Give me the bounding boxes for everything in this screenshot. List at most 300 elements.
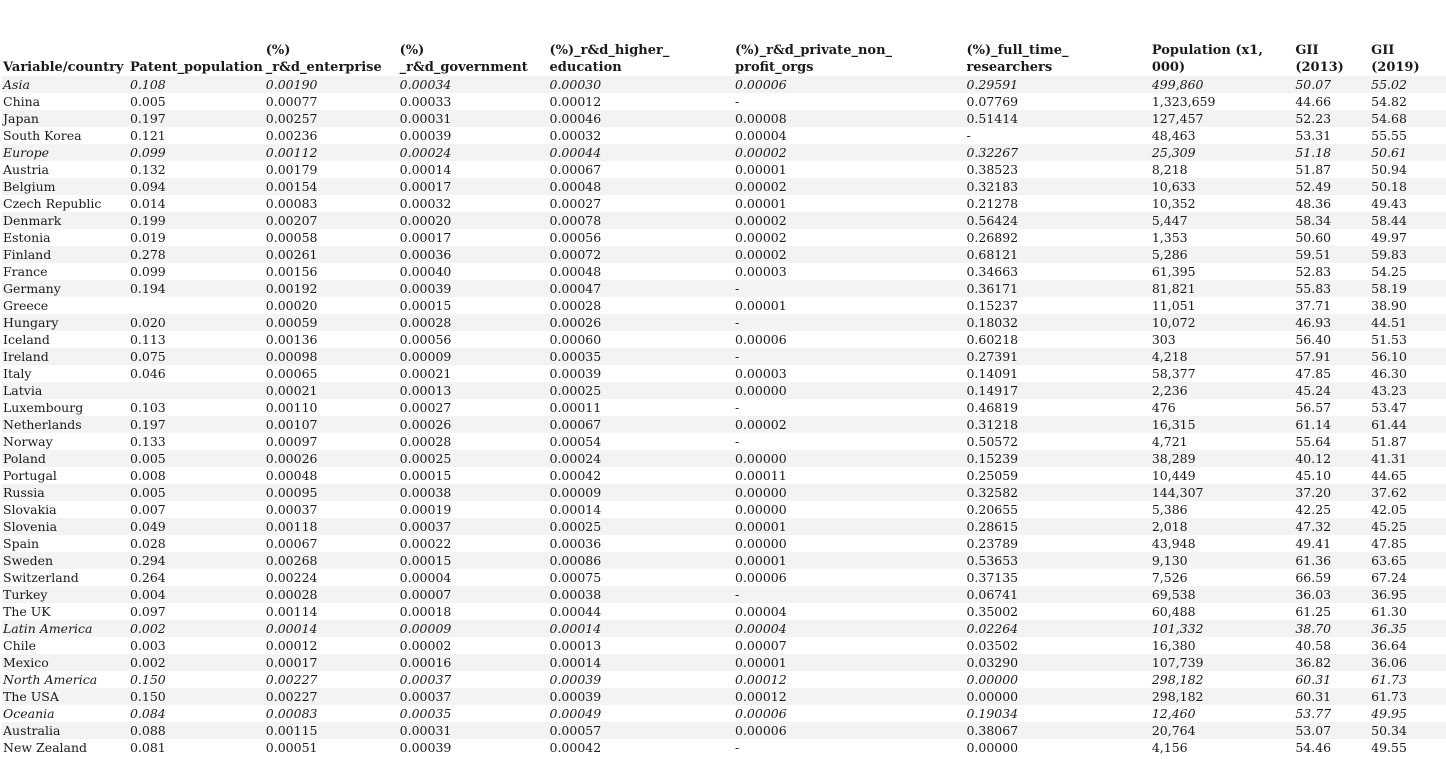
cell-population: 61,395: [1151, 264, 1196, 279]
cell-rd-enterprise: 0.00051: [265, 740, 318, 755]
cell-gii-2013: 42.25: [1295, 502, 1332, 517]
table-row: [2, 76, 1446, 93]
cell-rd-higher-education: 0.00039: [549, 672, 602, 687]
cell-gii-2013: 38.70: [1294, 620, 1370, 637]
cell-country: Poland: [2, 450, 129, 467]
table-body: [2, 76, 1446, 756]
cell-rd-private-non-profit: 0.00001: [734, 518, 965, 535]
cell-gii-2019: 46.30: [1371, 366, 1407, 381]
cell-rd-higher-education: 0.00042: [549, 468, 602, 483]
cell-country: Iceland: [3, 332, 50, 347]
table-row: [2, 365, 1446, 382]
cell-gii-2019: 63.65: [1370, 552, 1446, 569]
header-population: Population (x1, 000): [1151, 43, 1263, 75]
table-row: [2, 416, 1446, 433]
cell-rd-higher-education: 0.00044: [549, 144, 735, 161]
cell-country: Slovakia: [3, 502, 57, 517]
cell-country: Denmark: [2, 212, 129, 229]
cell-gii-2013: 51.87: [1295, 162, 1332, 177]
cell-rd-private-non-profit: 0.00008: [734, 110, 965, 127]
cell-rd-enterprise: 0.00261: [265, 246, 399, 263]
cell-full-time-researchers: 0.06741: [965, 586, 1150, 603]
cell-population: 4,721: [1151, 434, 1188, 449]
cell-country: France: [3, 264, 48, 279]
cell-rd-private-non-profit: 0.00006: [734, 722, 965, 739]
cell-gii-2019: 43.23: [1370, 382, 1446, 399]
cell-full-time-researchers: 0.31218: [965, 416, 1150, 433]
cell-rd-government: 0.00039: [399, 280, 549, 297]
cell-population: 10,633: [1151, 178, 1295, 195]
cell-rd-enterprise: 0.00067: [265, 536, 318, 551]
header-rd-government: (%) _r&d_government: [399, 43, 528, 75]
cell-gii-2019: 51.87: [1371, 434, 1407, 449]
cell-rd-enterprise: 0.00017: [265, 654, 399, 671]
cell-rd-enterprise: 0.00156: [265, 264, 318, 279]
cell-full-time-researchers: 0.36171: [965, 280, 1150, 297]
cell-population: 10,072: [1151, 314, 1295, 331]
cell-rd-private-non-profit: -: [735, 740, 740, 755]
cell-rd-government: 0.00031: [399, 722, 549, 739]
cell-rd-higher-education: 0.00044: [549, 604, 602, 619]
cell-rd-higher-education: 0.00027: [549, 196, 602, 211]
cell-full-time-researchers: 0.37135: [966, 570, 1019, 585]
cell-patent-population: 0.005: [129, 94, 166, 109]
cell-full-time-researchers: 0.28615: [965, 518, 1150, 535]
cell-rd-government: 0.00037: [399, 672, 452, 687]
cell-rd-private-non-profit: 0.00002: [734, 144, 965, 161]
cell-population: 69,538: [1151, 586, 1295, 603]
table-row: [2, 93, 1446, 110]
cell-rd-higher-education: 0.00024: [549, 450, 735, 467]
cell-country: China: [3, 94, 41, 109]
cell-gii-2013: 53.77: [1295, 706, 1332, 721]
cell-full-time-researchers: 0.29591: [965, 76, 1150, 93]
header-full-time-researchers: (%)_full_time_ researchers: [966, 43, 1069, 75]
cell-patent-population: 0.084: [129, 706, 166, 721]
cell-rd-enterprise: 0.00097: [265, 434, 318, 449]
cell-rd-enterprise: 0.00190: [265, 76, 399, 93]
cell-country: Slovenia: [2, 518, 129, 535]
cell-population: 8,218: [1151, 162, 1188, 177]
cell-country: Finland: [2, 246, 129, 263]
cell-gii-2013: 54.46: [1295, 740, 1332, 755]
cell-full-time-researchers: 0.51414: [965, 110, 1150, 127]
cell-population: 48,463: [1151, 128, 1196, 143]
cell-rd-government: 0.00021: [399, 366, 452, 381]
cell-full-time-researchers: -: [966, 128, 971, 143]
cell-country: Latvia: [2, 382, 129, 399]
cell-patent-population: 0.028: [129, 536, 166, 551]
cell-rd-enterprise: 0.00058: [265, 230, 318, 245]
cell-rd-enterprise: 0.00037: [265, 502, 318, 517]
cell-full-time-researchers: 0.34663: [966, 264, 1019, 279]
cell-gii-2013: 60.31: [1294, 688, 1370, 705]
table-row: [2, 263, 1446, 280]
cell-population: 298,182: [1151, 688, 1295, 705]
cell-rd-private-non-profit: 0.00002: [734, 416, 965, 433]
cell-country: Japan: [2, 110, 129, 127]
cell-rd-government: 0.00026: [399, 416, 549, 433]
cell-rd-higher-education: 0.00009: [549, 484, 735, 501]
cell-gii-2013: 61.36: [1294, 552, 1370, 569]
cell-population: 16,380: [1151, 638, 1196, 653]
cell-rd-government: 0.00009: [399, 348, 549, 365]
cell-full-time-researchers: 0.03502: [966, 638, 1019, 653]
cell-rd-higher-education: 0.00035: [549, 348, 735, 365]
cell-rd-government: 0.00020: [399, 212, 549, 229]
cell-patent-population: 0.103: [129, 400, 166, 415]
cell-rd-higher-education: 0.00014: [549, 502, 602, 517]
cell-rd-higher-education: 0.00028: [549, 298, 602, 313]
cell-gii-2019: 58.19: [1370, 280, 1446, 297]
cell-full-time-researchers: 0.60218: [966, 332, 1019, 347]
table-row: [2, 433, 1446, 450]
cell-rd-government: 0.00016: [399, 654, 549, 671]
table-row: [2, 161, 1446, 178]
cell-country: Germany: [2, 280, 129, 297]
cell-rd-higher-education: 0.00042: [549, 740, 602, 755]
cell-gii-2019: 61.44: [1370, 416, 1446, 433]
cell-rd-government: 0.00027: [399, 400, 452, 415]
cell-rd-government: 0.00013: [399, 382, 549, 399]
cell-full-time-researchers: 0.38523: [966, 162, 1019, 177]
cell-rd-higher-education: 0.00036: [549, 536, 602, 551]
cell-full-time-researchers: 0.32183: [965, 178, 1150, 195]
cell-patent-population: 0.197: [129, 416, 265, 433]
cell-rd-private-non-profit: 0.00001: [735, 196, 787, 211]
cell-country: North America: [3, 672, 98, 687]
cell-population: 20,764: [1151, 722, 1295, 739]
cell-rd-enterprise: 0.00118: [265, 518, 399, 535]
header-variable-country: Variable/country: [3, 60, 124, 75]
cell-rd-government: 0.00056: [399, 332, 452, 347]
cell-full-time-researchers: 0.02264: [965, 620, 1150, 637]
cell-rd-enterprise: 0.00112: [265, 144, 399, 161]
cell-rd-higher-education: 0.00026: [549, 314, 735, 331]
cell-country: Estonia: [3, 230, 51, 245]
cell-rd-private-non-profit: 0.00004: [735, 128, 787, 143]
cell-patent-population: 0.003: [129, 638, 166, 653]
cell-gii-2019: 55.55: [1371, 128, 1407, 143]
cell-full-time-researchers: 0.46819: [966, 400, 1019, 415]
table-row: [2, 110, 1446, 127]
cell-rd-private-non-profit: 0.00012: [735, 672, 787, 687]
cell-rd-higher-education: 0.00046: [549, 110, 735, 127]
cell-rd-private-non-profit: 0.00000: [734, 450, 965, 467]
cell-patent-population: 0.088: [129, 722, 265, 739]
cell-country: Mexico: [2, 654, 129, 671]
cell-rd-enterprise: 0.00021: [265, 382, 399, 399]
cell-population: 43,948: [1151, 536, 1196, 551]
cell-gii-2019: 49.55: [1371, 740, 1407, 755]
cell-country: Hungary: [2, 314, 129, 331]
cell-full-time-researchers: 0.56424: [965, 212, 1150, 229]
cell-country: Europe: [2, 144, 129, 161]
cell-rd-higher-education: 0.00038: [549, 586, 735, 603]
cell-rd-private-non-profit: 0.00004: [734, 620, 965, 637]
table-row: [2, 569, 1446, 586]
table-row: [2, 246, 1446, 263]
cell-rd-private-non-profit: 0.00002: [734, 212, 965, 229]
table-row: [2, 195, 1446, 212]
cell-population: 7,526: [1151, 570, 1188, 585]
cell-gii-2013: 47.85: [1295, 366, 1332, 381]
header-gii-2013: GII (2013): [1295, 43, 1344, 75]
cell-rd-higher-education: 0.00086: [549, 552, 735, 569]
cell-patent-population: 0.133: [129, 434, 166, 449]
cell-gii-2013: 66.59: [1295, 570, 1332, 585]
table-row: [2, 297, 1446, 314]
cell-full-time-researchers: 0.00000: [966, 672, 1019, 687]
cell-rd-enterprise: 0.00077: [265, 94, 318, 109]
cell-gii-2013: 53.31: [1295, 128, 1332, 143]
cell-rd-enterprise: 0.00136: [265, 332, 318, 347]
cell-gii-2019: 50.61: [1370, 144, 1446, 161]
cell-rd-higher-education: 0.00025: [549, 382, 735, 399]
cell-gii-2013: 61.25: [1295, 604, 1332, 619]
cell-gii-2019: 50.94: [1371, 162, 1407, 177]
cell-rd-private-non-profit: 0.00007: [735, 638, 787, 653]
cell-rd-enterprise: 0.00207: [265, 212, 399, 229]
cell-rd-government: 0.00040: [399, 264, 452, 279]
cell-rd-private-non-profit: -: [734, 280, 965, 297]
cell-gii-2013: 40.58: [1295, 638, 1332, 653]
cell-rd-government: 0.00015: [399, 468, 452, 483]
cell-gii-2019: 42.05: [1371, 502, 1407, 517]
cell-rd-higher-education: 0.00013: [549, 638, 602, 653]
cell-rd-higher-education: 0.00054: [549, 434, 602, 449]
cell-full-time-researchers: 0.15239: [965, 450, 1150, 467]
cell-country: Czech Republic: [3, 196, 102, 211]
cell-gii-2013: 36.82: [1294, 654, 1370, 671]
cell-country: Oceania: [3, 706, 55, 721]
cell-rd-private-non-profit: -: [735, 400, 740, 415]
cell-country: Austria: [3, 162, 49, 177]
cell-gii-2013: 55.83: [1294, 280, 1370, 297]
cell-patent-population: 0.199: [129, 212, 265, 229]
cell-rd-private-non-profit: 0.00002: [735, 230, 787, 245]
cell-gii-2019: 36.64: [1371, 638, 1407, 653]
cell-country: Netherlands: [2, 416, 129, 433]
header-rd-enterprise: (%) _r&d_enterprise: [265, 43, 382, 75]
table-row: [2, 314, 1446, 331]
cell-gii-2013: 36.03: [1294, 586, 1370, 603]
cell-gii-2019: 67.24: [1371, 570, 1407, 585]
cell-rd-private-non-profit: 0.00011: [735, 468, 787, 483]
cell-patent-population: 0.046: [129, 366, 166, 381]
cell-patent-population: 0.004: [129, 586, 265, 603]
cell-country: Portugal: [3, 468, 57, 483]
cell-rd-enterprise: 0.00114: [265, 604, 318, 619]
cell-rd-government: 0.00032: [399, 196, 452, 211]
cell-rd-higher-education: 0.00011: [549, 400, 602, 415]
cell-rd-enterprise: 0.00110: [265, 400, 318, 415]
cell-rd-higher-education: 0.00032: [549, 128, 602, 143]
cell-rd-enterprise: 0.00192: [265, 280, 399, 297]
cell-rd-higher-education: 0.00049: [549, 706, 602, 721]
cell-rd-enterprise: 0.00028: [265, 586, 399, 603]
cell-patent-population: 0.005: [129, 484, 265, 501]
cell-gii-2013: 48.36: [1295, 196, 1332, 211]
cell-country: Luxembourg: [3, 400, 84, 415]
cell-full-time-researchers: 0.27391: [965, 348, 1150, 365]
cell-rd-government: 0.00037: [399, 518, 549, 535]
table-row: [2, 399, 1446, 416]
cell-population: 4,218: [1151, 348, 1295, 365]
cell-gii-2013: 55.64: [1295, 434, 1332, 449]
cell-patent-population: 0.150: [129, 688, 265, 705]
cell-gii-2013: 50.60: [1295, 230, 1332, 245]
cell-population: 12,460: [1151, 706, 1196, 721]
cell-patent-population: 0.019: [129, 230, 166, 245]
cell-country: Belgium: [2, 178, 129, 195]
cell-rd-higher-education: 0.00060: [549, 332, 602, 347]
cell-rd-higher-education: 0.00014: [549, 620, 735, 637]
cell-rd-enterprise: 0.00154: [265, 178, 399, 195]
cell-gii-2019: 58.44: [1370, 212, 1446, 229]
cell-gii-2013: 40.12: [1294, 450, 1370, 467]
table-row: [2, 331, 1446, 348]
cell-patent-population: 0.008: [129, 468, 166, 483]
cell-full-time-researchers: 0.14917: [965, 382, 1150, 399]
cell-patent-population: 0.113: [129, 332, 166, 347]
cell-gii-2013: 37.20: [1294, 484, 1370, 501]
cell-full-time-researchers: 0.20655: [966, 502, 1019, 517]
cell-rd-government: 0.00022: [399, 536, 452, 551]
cell-full-time-researchers: 0.23789: [966, 536, 1019, 551]
cell-population: 144,307: [1151, 484, 1295, 501]
cell-patent-population: 0.075: [129, 348, 265, 365]
cell-rd-higher-education: 0.00014: [549, 654, 735, 671]
cell-rd-government: 0.00039: [399, 128, 452, 143]
table-row: [2, 552, 1446, 569]
cell-rd-government: 0.00015: [399, 552, 549, 569]
cell-patent-population: 0.099: [129, 144, 265, 161]
cell-rd-government: 0.00014: [399, 162, 452, 177]
table-row: [2, 280, 1446, 297]
cell-rd-higher-education: 0.00048: [549, 264, 602, 279]
cell-gii-2019: 61.73: [1371, 672, 1407, 687]
cell-rd-private-non-profit: 0.00001: [734, 552, 965, 569]
cell-gii-2019: 59.83: [1370, 246, 1446, 263]
table-row: [2, 688, 1446, 705]
cell-rd-higher-education: 0.00072: [549, 246, 735, 263]
table-row: [2, 654, 1446, 671]
cell-rd-private-non-profit: 0.00000: [734, 484, 965, 501]
cell-rd-private-non-profit: 0.00001: [734, 654, 965, 671]
cell-rd-private-non-profit: 0.00006: [735, 706, 787, 721]
cell-gii-2019: 44.51: [1370, 314, 1446, 331]
cell-population: 16,315: [1151, 416, 1295, 433]
cell-country: Italy: [3, 366, 32, 381]
cell-gii-2019: 50.34: [1370, 722, 1446, 739]
cell-population: 298,182: [1151, 672, 1204, 687]
cell-full-time-researchers: 0.15237: [966, 298, 1019, 313]
cell-patent-population: 0.294: [129, 552, 265, 569]
cell-rd-enterprise: 0.00083: [265, 706, 318, 721]
table-row: [2, 484, 1446, 501]
cell-rd-government: 0.00035: [399, 706, 452, 721]
header-rd-private-non-profit: (%)_r&d_private_non_ profit_orgs: [735, 43, 893, 75]
cell-gii-2019: 44.65: [1371, 468, 1407, 483]
cell-gii-2013: 51.18: [1294, 144, 1370, 161]
cell-rd-private-non-profit: 0.00002: [734, 178, 965, 195]
cell-country: The USA: [2, 688, 129, 705]
cell-gii-2013: 45.10: [1295, 468, 1332, 483]
cell-gii-2013: 47.32: [1294, 518, 1370, 535]
cell-population: 499,860: [1151, 76, 1295, 93]
cell-gii-2013: 56.40: [1295, 332, 1332, 347]
table-row: [2, 178, 1446, 195]
cell-rd-enterprise: 0.00083: [265, 196, 318, 211]
cell-patent-population: 0.150: [129, 672, 166, 687]
cell-gii-2019: 47.85: [1371, 536, 1407, 551]
cell-rd-government: 0.00024: [399, 144, 549, 161]
cell-population: 5,386: [1151, 502, 1188, 517]
cell-population: 127,457: [1151, 110, 1295, 127]
table-row: [2, 212, 1446, 229]
cell-population: 2,018: [1151, 518, 1295, 535]
cell-rd-government: 0.00033: [399, 94, 452, 109]
table-row: [2, 501, 1446, 518]
cell-full-time-researchers: 0.03290: [965, 654, 1150, 671]
cell-rd-enterprise: 0.00065: [265, 366, 318, 381]
cell-rd-higher-education: 0.00030: [549, 76, 735, 93]
cell-rd-private-non-profit: 0.00000: [735, 502, 787, 517]
cell-population: 9,130: [1151, 552, 1295, 569]
cell-full-time-researchers: 0.14091: [966, 366, 1019, 381]
cell-rd-enterprise: 0.00026: [265, 450, 399, 467]
cell-gii-2019: 36.95: [1370, 586, 1446, 603]
cell-gii-2013: 56.57: [1295, 400, 1332, 415]
cell-gii-2013: 46.93: [1294, 314, 1370, 331]
header-patent-population: Patent_population: [129, 60, 263, 75]
cell-gii-2013: 61.14: [1294, 416, 1370, 433]
cell-rd-enterprise: 0.00014: [265, 620, 399, 637]
cell-rd-government: 0.00031: [399, 110, 549, 127]
cell-rd-higher-education: 0.00012: [549, 94, 602, 109]
cell-rd-private-non-profit: -: [734, 586, 965, 603]
cell-rd-government: 0.00039: [399, 740, 452, 755]
cell-rd-higher-education: 0.00039: [549, 688, 735, 705]
cell-rd-government: 0.00037: [399, 688, 549, 705]
cell-gii-2019: 61.30: [1371, 604, 1407, 619]
cell-patent-population: 0.194: [129, 280, 265, 297]
cell-gii-2019: 49.43: [1371, 196, 1407, 211]
cell-gii-2013: 52.83: [1295, 264, 1332, 279]
cell-population: 476: [1151, 400, 1176, 415]
cell-rd-government: 0.00009: [399, 620, 549, 637]
cell-full-time-researchers: 0.32267: [965, 144, 1150, 161]
cell-full-time-researchers: 0.38067: [965, 722, 1150, 739]
cell-patent-population: [129, 382, 265, 399]
cell-full-time-researchers: 0.26892: [966, 230, 1019, 245]
table-row: [2, 671, 1446, 688]
cell-patent-population: 0.094: [129, 178, 265, 195]
cell-rd-enterprise: 0.00257: [265, 110, 399, 127]
cell-gii-2019: 53.47: [1371, 400, 1407, 415]
header-row: [2, 42, 1446, 76]
cell-gii-2013: 52.23: [1294, 110, 1370, 127]
cell-rd-enterprise: 0.00236: [265, 128, 318, 143]
cell-gii-2013: 57.91: [1294, 348, 1370, 365]
cell-population: 10,352: [1151, 196, 1196, 211]
table-row: [2, 144, 1446, 161]
cell-patent-population: 0.081: [129, 740, 166, 755]
cell-rd-private-non-profit: 0.00012: [734, 688, 965, 705]
cell-country: Switzerland: [3, 570, 79, 585]
cell-gii-2019: 41.31: [1370, 450, 1446, 467]
